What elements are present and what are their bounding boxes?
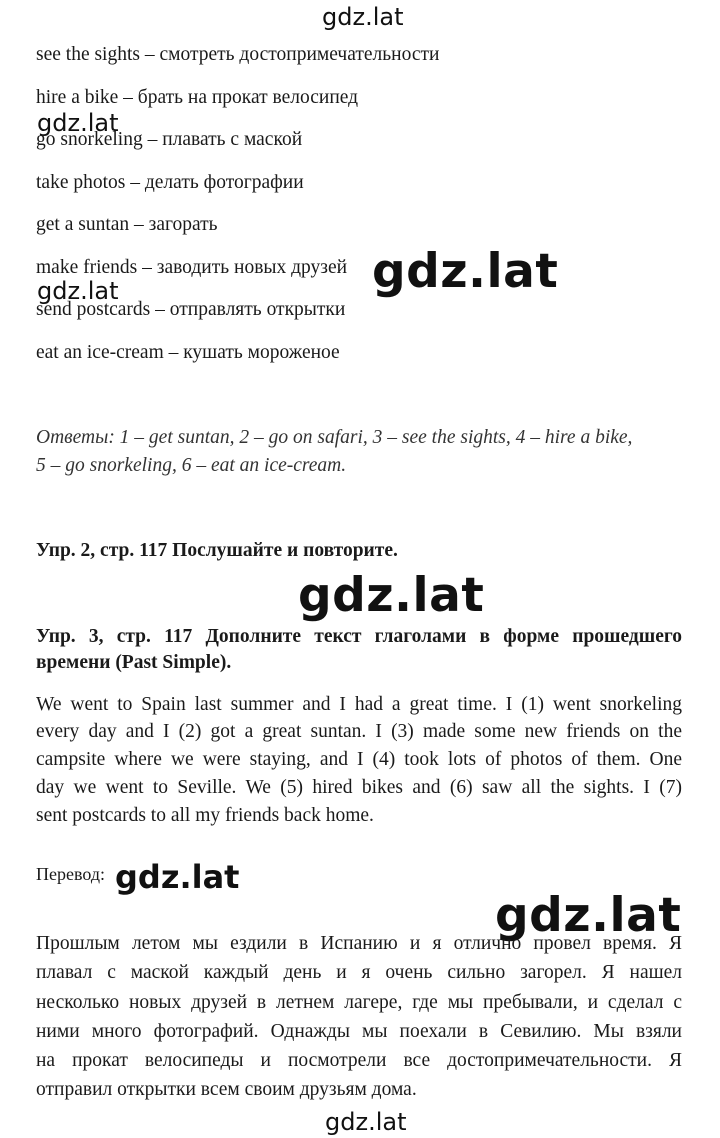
answers-line: Ответы: 1 – get suntan, 2 – go on safari, 3 – see the sights, 4 – hire a bike, [36, 427, 633, 448]
exercise-2-heading: Упр. 2, стр. 117 Послушайте и повторите. [36, 540, 398, 561]
translation-label: Перевод: [36, 864, 105, 884]
watermark-big-3: gdz.lat [495, 888, 682, 943]
vocab-item: get a suntan – загорать [36, 214, 218, 235]
russian-text-line: несколько новых друзей в летнем лагере, где мы пребывали, и сделал с [36, 992, 682, 1013]
exercise-3-heading: Упр. 3, стр. 117 Дополните текст глаголами в форме прошедшего [36, 626, 682, 647]
watermark-left-2: gdz.lat [37, 277, 119, 305]
watermark-big-1: gdz.lat [372, 244, 559, 299]
watermark-translation: gdz.lat [115, 858, 240, 896]
watermark-big-2: gdz.lat [298, 568, 485, 623]
vocab-item: take photos – делать фотографии [36, 172, 304, 193]
english-text-line: sent postcards to all my friends back home. [36, 805, 374, 826]
english-text-line: campsite where we were staying, and I (4) took lots of photos of them. One [36, 749, 682, 770]
russian-text-line: на прокат велосипеды и посмотрели все достопримечательности. Я [36, 1050, 682, 1071]
russian-text-line: плавал с маской каждый день и я очень сильно загорел. Я нашел [36, 962, 682, 983]
exercise-3-heading: времени (Past Simple). [36, 652, 232, 673]
vocab-item: make friends – заводить новых друзей [36, 257, 348, 278]
watermark-bottom: gdz.lat [325, 1108, 407, 1136]
english-text-line: We went to Spain last summer and I had a great time. I (1) went snorkeling [36, 694, 682, 715]
russian-text-line: отправил открытки всем своим друзьям дома. [36, 1079, 417, 1100]
answers-line: 5 – go snorkeling, 6 – eat an ice-cream. [36, 455, 347, 476]
vocab-item: go snorkeling – плавать с маской [36, 129, 303, 150]
english-text-line: every day and I (2) got a great suntan. I (3) made some new friends on the [36, 721, 682, 742]
vocab-item: hire a bike – брать на прокат велосипед [36, 87, 359, 108]
english-text-line: day we went to Seville. We (5) hired bikes and (6) saw all the sights. I (7) [36, 777, 682, 798]
vocab-item: send postcards – отправлять открытки [36, 299, 346, 320]
russian-text-line: Прошлым летом мы ездили в Испанию и я отлично провел время. Я [36, 933, 682, 954]
vocab-item: see the sights – смотреть достопримечательности [36, 44, 440, 65]
watermark-top: gdz.lat [322, 3, 404, 31]
vocab-item: eat an ice-cream – кушать мороженое [36, 342, 340, 363]
russian-text-line: ними много фотографий. Однажды мы поехали в Севилию. Мы взяли [36, 1021, 682, 1042]
watermark-left-1: gdz.lat [37, 109, 119, 137]
